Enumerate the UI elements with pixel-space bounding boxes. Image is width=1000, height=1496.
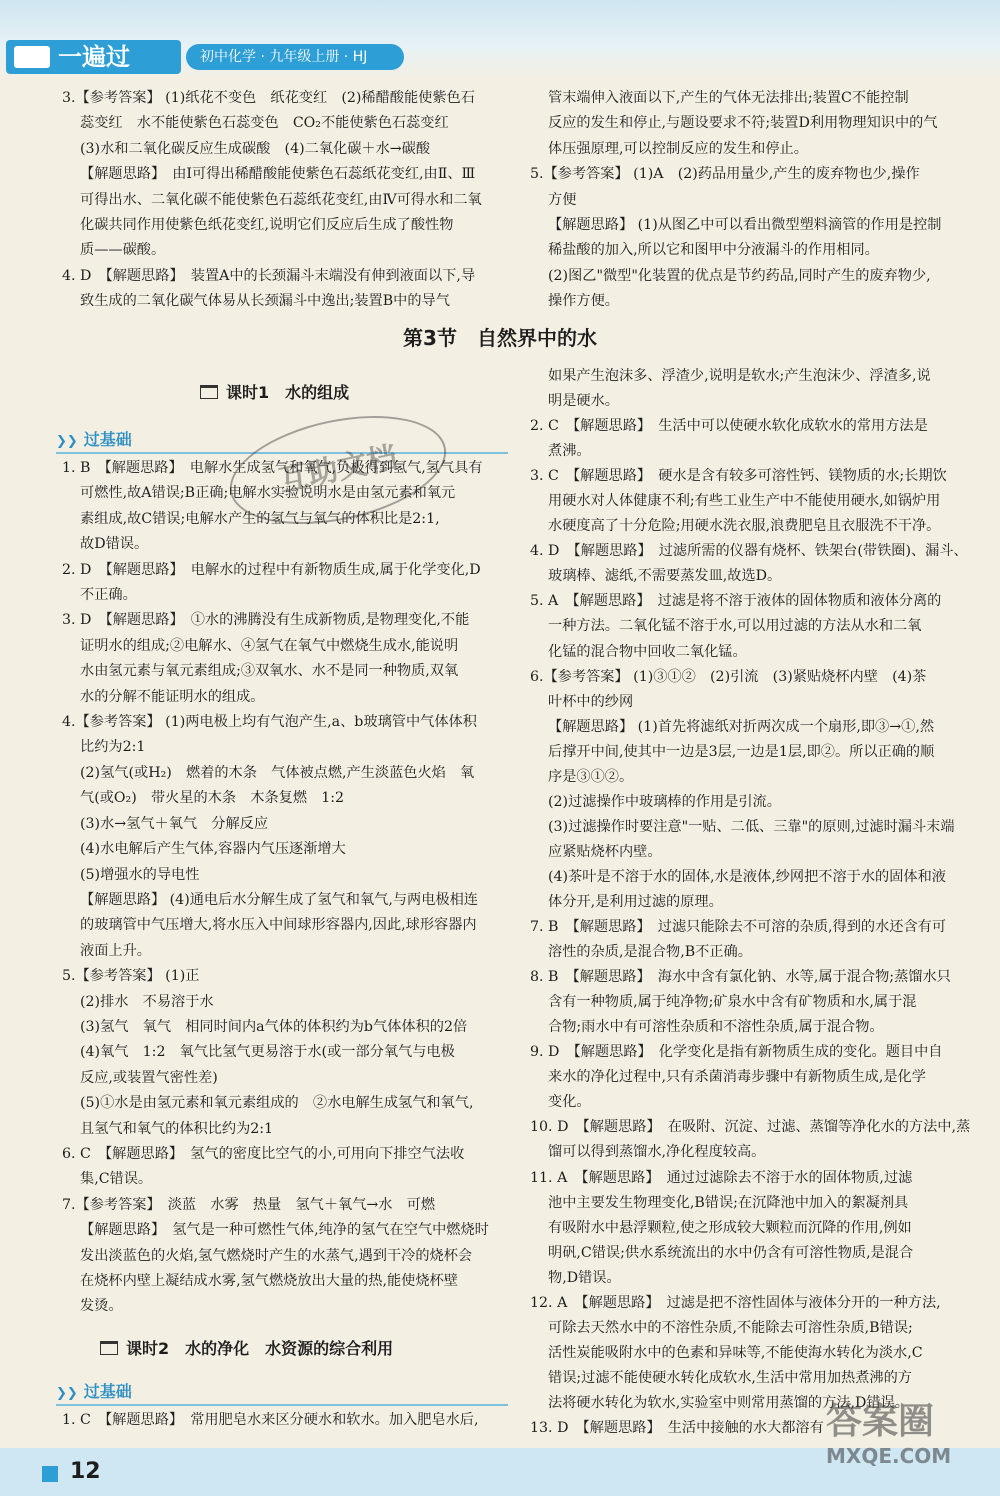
answer-line: 反应,或装置气密性差) <box>80 1069 218 1086</box>
answer-line: 来水的净化过程中,只有杀菌消毒步骤中有新物质生成,是化学 <box>548 1069 926 1086</box>
text-line: 可得出水、二氧化碳不能使紫色石蕊纸花变红,由Ⅳ可得水和二氧 <box>80 191 482 208</box>
answer-line: 序是③①②。 <box>548 768 634 785</box>
answer-line: (5)①水是由氢元素和氧元素组成的 ②水电解生成氢气和氧气, <box>80 1095 474 1112</box>
text-line: 化碳共同作用使紫色纸花变红,说明它们反应后生成了酸性物 <box>80 217 454 234</box>
answer-line: 变化。 <box>548 1094 591 1111</box>
answer-line: 明是硬水。 <box>548 393 619 410</box>
answer-line: (2)氢气(或H₂) 燃着的木条 气体被点燃,产生淡蓝色火焰 氧 <box>80 764 475 781</box>
answer-line: 如果产生泡沫多、浮渣少,说明是软水;产生泡沫少、浮渣多,说 <box>548 368 931 384</box>
answer-line: 【解题思路】 (1)首先将滤纸对折两次成一个扇形,即③→①,然 <box>548 718 935 735</box>
section-title: 第3节 自然界中的水 <box>403 326 597 350</box>
lesson-1-label: 课时1 水的组成 <box>226 383 350 402</box>
answer-line: 集,C错误。 <box>80 1171 153 1188</box>
answer-line: 后撑开中间,使其中一边是3层,一边是1层,即②。所以正确的顺 <box>548 743 935 760</box>
page-number: 12 <box>70 1459 101 1484</box>
answer-line: (3)过滤操作时要注意"一贴、二低、三靠"的原则,过滤时漏斗末端 <box>548 818 955 835</box>
chevrons-icon: ❯❯ <box>56 1386 78 1401</box>
answer-line: 玻璃棒、滤纸,不需要蒸发皿,故选D。 <box>548 568 782 585</box>
answer-line: 9. D 【解题思路】 化学变化是指有新物质生成的变化。题目中自 <box>530 1044 943 1061</box>
text-line: 反应的发生和停止,与题设要求不符;装置D利用物理知识中的气 <box>548 115 938 132</box>
answer-line: 叶杯中的纱网 <box>548 693 634 710</box>
answer-line: 7.【参考答案】 淡蓝 水雾 热量 氢气＋氧气→水 可燃 <box>62 1196 436 1213</box>
answer-line: 可除去天然水中的不溶性杂质,不能除去可溶性杂质,B错误; <box>548 1319 913 1336</box>
series-logo <box>6 40 181 74</box>
answer-line: 3. D 【解题思路】 ①水的沸腾没有生成新物质,是物理变化,不能 <box>62 612 470 629</box>
answer-line: 1. C 【解题思路】 常用肥皂水来区分硬水和软水。加入肥皂水后, <box>62 1412 479 1428</box>
lesson-2-title <box>100 1336 393 1359</box>
answer-line: 10. D 【解题思路】 在吸附、沉淀、过滤、蒸馏等净化水的方法中,蒸 <box>530 1119 971 1136</box>
answer-line: 体分开,是利用过滤的原理。 <box>548 893 723 910</box>
answer-line: 素组成,故C错误;电解水产生的氢气与氧气的体积比是2:1, <box>80 510 440 527</box>
chevrons-icon: ❯❯ <box>56 434 78 449</box>
answer-line: 发烫。 <box>80 1298 123 1315</box>
answer-line: 2. D 【解题思路】 电解水的过程中有新物质生成,属于化学变化,D <box>62 561 481 578</box>
right-answers-column <box>530 364 974 1441</box>
answer-line: 用硬水对人体健康不利;有些工业生产中不能使用硬水,如锅炉用 <box>548 493 941 510</box>
answer-line: 煮沸。 <box>548 443 591 460</box>
answer-line: 比约为2:1 <box>80 739 146 756</box>
answer-line: 可燃性,故A错误;B正确;电解水实验说明水是由氢元素和氧元 <box>80 485 456 502</box>
text-line: 操作方便。 <box>548 293 619 310</box>
answer-line: (3)氢气 氧气 相同时间内a气体的体积约为b气体体积的2倍 <box>80 1018 468 1035</box>
text-line: 3.【参考答案】 (1)纸花不变色 纸花变红 (2)稀醋酸能使紫色石 <box>62 90 475 106</box>
left-answers-column <box>62 456 504 1320</box>
breadcrumb: 初中化学 · 九年级上册 · HJ <box>186 44 404 70</box>
answer-line: 11. A 【解题思路】 通过过滤除去不溶于水的固体物质,过滤 <box>530 1169 913 1186</box>
answer-line: 馏可以得到蒸馏水,净化程度较高。 <box>548 1144 766 1161</box>
answer-line: 物,D错误。 <box>548 1269 621 1286</box>
lesson-1-title <box>200 380 349 403</box>
answer-line: 1. B 【解题思路】 电解水生成氢气和氧气,负极得到氢气,氢气具有 <box>62 460 483 476</box>
text-line: 【解题思路】 由Ⅰ可得出稀醋酸能使紫色石蕊纸花变红,由Ⅱ、Ⅲ <box>80 166 476 183</box>
text-line: 【解题思路】 (1)从图乙中可以看出微型塑料滴管的作用是控制 <box>548 217 942 234</box>
answer-line: 【解题思路】 氢气是一种可燃性气体,纯净的氢气在空气中燃烧时 <box>80 1222 489 1239</box>
watermark-big: 答案圈 <box>826 1401 935 1442</box>
answer-line: 13. D 【解题思路】 生活中接触的水大都溶有 <box>530 1419 824 1436</box>
answer-line: 2. C 【解题思路】 生活中可以使硬水软化成软水的常用方法是 <box>530 418 928 435</box>
answer-line: 4.【参考答案】 (1)两电极上均有气泡产生,a、b玻璃管中气体体积 <box>62 714 477 731</box>
text-line: (3)水和二氧化碳反应生成碳酸 (4)二氧化碳＋水→碳酸 <box>80 140 431 157</box>
basic-section-header <box>56 428 508 454</box>
lesson-book-icon <box>100 1341 118 1355</box>
answer-line: 一种方法。二氧化锰不溶于水,可以用过滤的方法从水和二氧 <box>548 618 922 635</box>
text-line: 质——碳酸。 <box>80 242 166 259</box>
answer-line: 12. A 【解题思路】 过滤是把不溶性固体与液体分开的一种方法, <box>530 1294 941 1311</box>
answer-line: 溶性的杂质,是混合物,B不正确。 <box>548 944 752 961</box>
text-line: 4. D 【解题思路】 装置A中的长颈漏斗末端没有伸到液面以下,导 <box>62 267 476 284</box>
answer-line: 气(或O₂) 带火星的木条 木条复燃 1:2 <box>80 790 345 807</box>
text-line: 致生成的二氧化碳气体易从长颈漏斗中逸出;装置B中的导气 <box>80 293 450 310</box>
basic-label-2: 过基础 <box>83 1382 132 1401</box>
answer-line: 在烧杯内壁上凝结成水雾,氢气燃烧放出大量的热,能使烧杯壁 <box>80 1273 458 1289</box>
answer-line: (4)氧气 1:2 氧气比氢气更易溶于水(或一部分氧气与电极 <box>80 1044 455 1061</box>
text-line: 稀盐酸的加入,所以它和图甲中分液漏斗的作用相同。 <box>548 242 879 259</box>
answer-line: 池中主要发生物理变化,B错误;在沉降池中加入的絮凝剂具 <box>548 1194 909 1211</box>
answer-line: 水硬度高了十分危险;用硬水洗衣服,浪费肥皂且衣服洗不干净。 <box>548 518 941 535</box>
lesson-2-label: 课时2 水的净化 水资源的综合利用 <box>126 1339 394 1358</box>
answer-line: 4. D 【解题思路】 过滤所需的仪器有烧杯、铁架台(带铁圈)、漏斗、 <box>530 543 968 560</box>
text-line: 5.【参考答案】 (1)A (2)药品用量少,产生的废弃物也少,操作 <box>530 166 920 183</box>
answer-line: (4)水电解后产生气体,容器内气压逐渐增大 <box>80 841 346 858</box>
answer-line: (4)茶叶是不溶于水的固体,水是液体,纱网把不溶于水的固体和液 <box>548 868 946 885</box>
answer-line: 的玻璃管中气压增大,将水压入中间球形容器内,因此,球形容器内 <box>80 917 477 934</box>
site-watermark <box>826 1400 996 1490</box>
answer-line: (2)排水 不易溶于水 <box>80 993 214 1010</box>
answer-line: 含有一种物质,属于纯净物;矿泉水中含有矿物质和水,属于混 <box>548 994 917 1011</box>
answer-line: 5.【参考答案】 (1)正 <box>62 968 200 985</box>
logo-mark-icon <box>14 46 50 68</box>
answer-line: 8. B 【解题思路】 海水中含有氯化钠、水等,属于混合物;蒸馏水只 <box>530 969 951 986</box>
lesson-book-icon <box>200 385 218 399</box>
answer-line: 法将硬水转化为软水,实验室中则常用蒸馏的方法,D错误。 <box>548 1394 909 1411</box>
answer-line: 故D错误。 <box>80 536 149 553</box>
text-line: 体压强原理,可以控制反应的发生和停止。 <box>548 140 808 157</box>
answer-line: 不正确。 <box>80 587 137 604</box>
answer-line: 合物;雨水中有可溶性杂质和不溶性杂质,属于混合物。 <box>548 1019 884 1036</box>
answer-line: 液面上升。 <box>80 942 151 959</box>
answer-line: 证明水的组成;②电解水、④氢气在氧气中燃烧生成水,能说明 <box>80 637 459 654</box>
answer-line: 水的分解不能证明水的组成。 <box>80 688 265 705</box>
answer-line: 应紧贴烧杯内壁。 <box>548 843 662 860</box>
text-line: 管末端伸入液面以下,产生的气体无法排出;装置C不能控制 <box>548 90 909 106</box>
answer-line: 6. C 【解题思路】 氢气的密度比空气的小,可用向下排空气法收 <box>62 1145 465 1162</box>
answer-line: 有吸附水中悬浮颗粒,使之形成较大颗粒而沉降的作用,例如 <box>548 1219 912 1236</box>
answer-line: 化锰的混合物中回收二氧化锰。 <box>548 643 747 660</box>
answer-line: 5. A 【解题思路】 过滤是将不溶于液体的固体物质和液体分离的 <box>530 593 942 610</box>
basic-label: 过基础 <box>83 430 132 449</box>
answer-line: (3)水→氢气＋氧气 分解反应 <box>80 815 269 832</box>
watermark-small: MXQE.COM <box>826 1444 952 1468</box>
prev-right-column <box>530 86 974 315</box>
answer-line: 7. B 【解题思路】 过滤只能除去不可溶的杂质,得到的水还含有可 <box>530 919 947 936</box>
answer-line: 且氢气和氧气的体积比约为2:1 <box>80 1120 274 1137</box>
answer-line: 发出淡蓝色的火焰,氢气燃烧时产生的水蒸气,遇到干冷的烧杯会 <box>80 1247 473 1264</box>
text-line: 方便 <box>548 191 577 208</box>
answer-line: 3. C 【解题思路】 硬水是含有较多可溶性钙、镁物质的水;长期饮 <box>530 468 947 485</box>
basic-section-header-2 <box>56 1380 508 1406</box>
text-line: (2)图乙"微型"化装置的优点是节约药品,同时产生的废弃物少, <box>548 267 931 284</box>
answer-line: 【解题思路】 (4)通电后水分解生成了氢气和氧气,与两电极相连 <box>80 891 478 908</box>
left-bottom-column <box>62 1408 504 1433</box>
answer-line: 错误;过滤不能使硬水转化成软水,生活中常用加热煮沸的方 <box>548 1369 912 1386</box>
prev-left-column <box>62 86 504 315</box>
answer-line: 水由氢元素与氧元素组成;③双氧水、水不是同一种物质,双氧 <box>80 663 459 680</box>
answer-line: 活性炭能吸附水中的色素和异味等,不能使海水转化为淡水,C <box>548 1344 923 1361</box>
text-line: 蕊变红 水不能使紫色石蕊变色 CO₂不能使紫色石蕊变红 <box>80 115 449 132</box>
answer-line: (2)过滤操作中玻璃棒的作用是引流。 <box>548 793 781 810</box>
answer-line: 明矾,C错误;供水系统流出的水中仍含有可溶性物质,是混合 <box>548 1244 914 1261</box>
answer-line: (5)增强水的导电性 <box>80 866 200 883</box>
stamp-watermark: 互助文档 <box>220 398 456 542</box>
page-marker-icon <box>42 1466 58 1482</box>
answer-line: 6.【参考答案】 (1)③①② (2)引流 (3)紧贴烧杯内壁 (4)茶 <box>530 668 927 685</box>
logo-text: 一遍过 <box>58 43 130 71</box>
